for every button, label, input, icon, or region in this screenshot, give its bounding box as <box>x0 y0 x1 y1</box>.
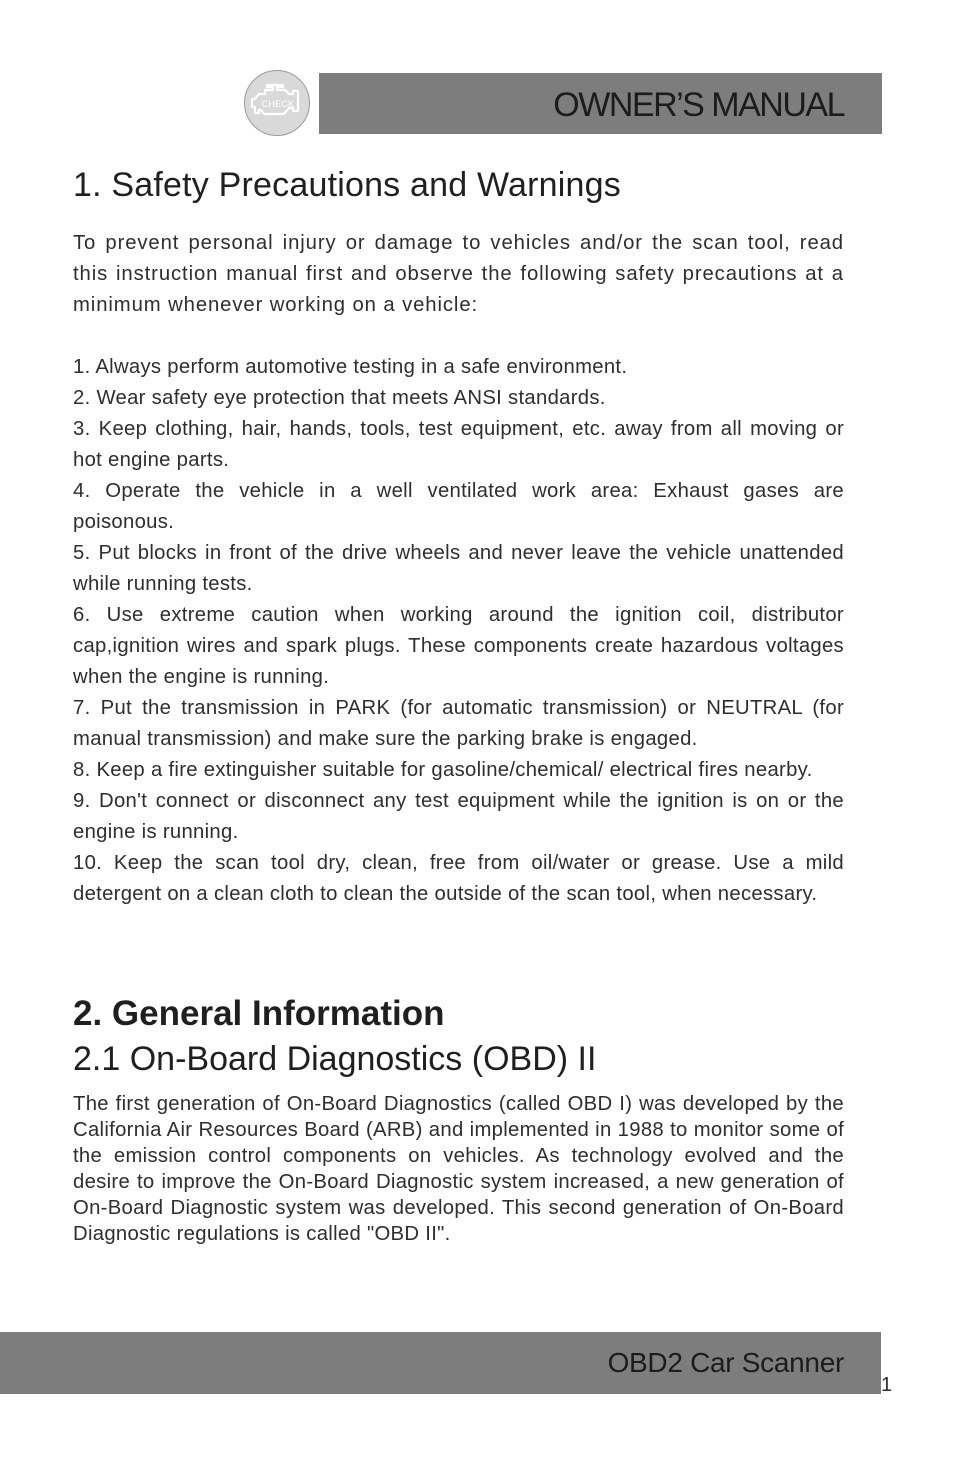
list-item: 8. Keep a fire extinguisher suitable for gasoline/chemical/ electrical fires nearby. <box>73 759 813 781</box>
list-item: 3. Keep clothing, hair, hands, tools, test equipment, etc. away from all moving or hot engine parts. <box>73 418 844 471</box>
footer-bar <box>0 1332 881 1394</box>
list-item: 2. Wear safety eye protection that meets ANSI standards. <box>73 387 606 409</box>
list-item: 10. Keep the scan tool dry, clean, free from oil/water or grease. Use a mild detergent on a clean cloth to clean the outside of the scan tool, when necessary. <box>73 852 844 905</box>
safety-list <box>73 352 844 910</box>
list-item: 9. Don't connect or disconnect any test equipment while the ignition is on or the engine is running. <box>73 790 844 843</box>
check-engine-logo <box>244 70 310 136</box>
header-bar <box>319 73 882 134</box>
list-item: 1. Always perform automotive testing in a safe environment. <box>73 356 628 378</box>
product-name: OBD2 Car Scanner <box>607 1347 844 1378</box>
logo-label: CHECK <box>261 99 295 109</box>
list-item: 5. Put blocks in front of the drive wheels and never leave the vehicle unattended while running tests. <box>73 542 844 595</box>
section-2-1-body: The first generation of On-Board Diagnostics (called OBD I) was developed by the California Air Resources Board (ARB) and implemented in 1988 to monitor some of the emission control components on vehicles. As technology evolved and the desire to improve the On-Board Diagnostic system increased, a new generation of On-Board Diagnostic system was developed. This second generation of On-Board Diagnostic regulations is called "OBD II". <box>73 1093 844 1245</box>
section-1-intro: To prevent personal injury or damage to vehicles and/or the scan tool, read this instruction manual first and observe the following safety precautions at a minimum whenever working on a vehicle: <box>73 232 844 316</box>
section-2-heading: 2. General Information <box>73 994 445 1033</box>
page-number: 1 <box>881 1374 893 1396</box>
section-1-heading: 1. Safety Precautions and Warnings <box>73 166 621 204</box>
manual-title: OWNER’S MANUAL <box>553 86 844 124</box>
list-item: 7. Put the transmission in PARK (for automatic transmission) or NEUTRAL (for manual transmission) and make sure the parking brake is engaged. <box>73 697 844 750</box>
list-item: 4. Operate the vehicle in a well ventilated work area: Exhaust gases are poisonous. <box>73 480 844 533</box>
section-2-1-heading: 2.1 On-Board Diagnostics (OBD) II <box>73 1040 597 1078</box>
list-item: 6. Use extreme caution when working around the ignition coil, distributor cap,ignition wires and spark plugs. These components create hazardous voltages when the engine is running. <box>73 604 844 688</box>
